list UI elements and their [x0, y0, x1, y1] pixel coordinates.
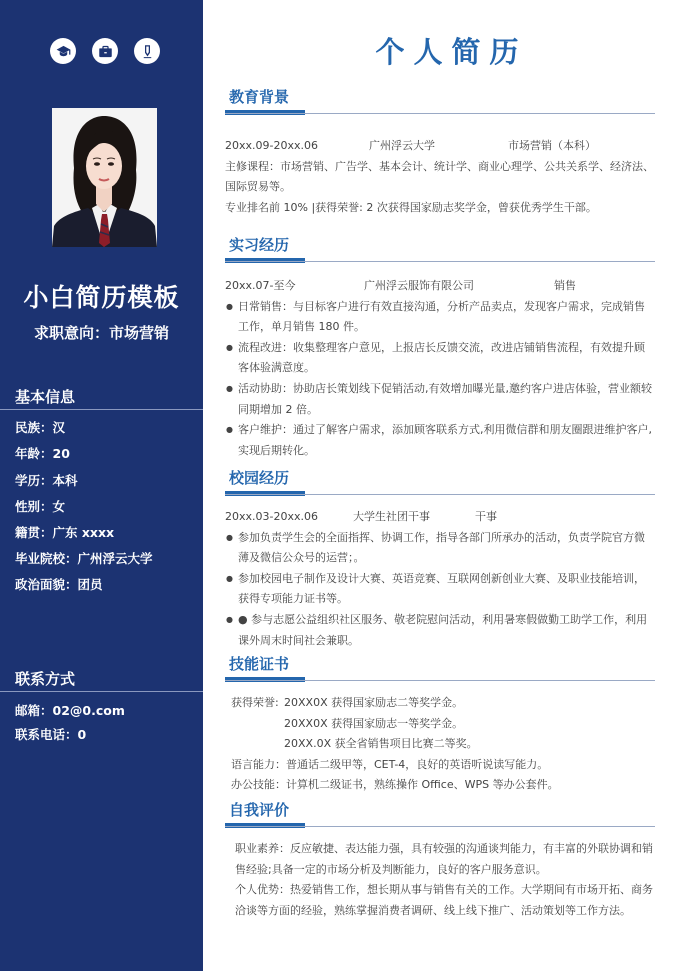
- contact-divider: [0, 691, 203, 692]
- education-heading: 教育背景: [229, 88, 290, 106]
- list-item: ● 参加校园电子制作及设计大赛、英语竞赛、互联网创新创业大赛、及职业技能培训，获得专项能力证书等。: [225, 569, 655, 610]
- office-skill: 办公技能：计算机二级证书，熟练操作 Office、WPS 等办公套件。: [231, 778, 559, 792]
- education-major: 市场营销（本科）: [508, 139, 596, 152]
- campus-org: 大学生社团干事: [353, 510, 430, 523]
- education-section: [225, 86, 655, 218]
- section-underline: [225, 823, 655, 829]
- briefcase-icon: [92, 38, 118, 64]
- language-skill: 语言能力：普通话二级甲等，CET-4，良好的英语听说读写能力。: [231, 757, 549, 771]
- honor-row: [231, 693, 655, 714]
- list-item: ● 参加负责学生会的全面指挥、协调工作，指导各部门所承办的活动，负责学院官方微薄及微信公众号的运营；。: [225, 528, 655, 569]
- page-title: 个人简历: [375, 35, 528, 69]
- info-ethnicity: 民族：汉: [15, 420, 66, 435]
- section-underline: [225, 110, 655, 116]
- section-underline: [225, 491, 655, 497]
- basic-info-divider: [0, 409, 203, 410]
- top-icons: [50, 38, 160, 64]
- list-item: ● 活动协助：协助店长策划线下促销活动,有效增加曝光量,邀约客户进店体验，营业额较同期增加 2 倍。: [225, 379, 655, 420]
- pen-icon: [134, 38, 160, 64]
- contact-title: 联系方式: [15, 670, 76, 688]
- campus-date: 20xx.03-20xx.06: [225, 510, 318, 523]
- self-eval-professional: 职业素养：反应敏捷、表达能力强，具有较强的沟通谈判能力，有丰富的外联协调和销售经验;具备一定的市场分析及判断能力，良好的客户服务意识。: [235, 842, 653, 876]
- education-date: 20xx.09-20xx.06: [225, 139, 318, 152]
- info-education: 学历：本科: [15, 473, 78, 488]
- internship-date: 20xx.07-至今: [225, 279, 296, 292]
- honor-item: 20XX0X 获得国家励志一等奖学金。: [284, 716, 464, 730]
- section-underline: [225, 677, 655, 683]
- contact-email: 邮箱：02@0.com: [15, 703, 125, 718]
- education-courses: 主修课程：市场营销、广告学、基本会计、统计学、商业心理学、公共关系学、经济法、国际贸易等。: [225, 159, 654, 194]
- sidebar: [0, 0, 203, 971]
- list-item: ● 流程改进：收集整理客户意见，上报店长反馈交流，改进店铺销售流程，有效提升顾客体验满意度。: [225, 338, 655, 379]
- section-underline: [225, 258, 655, 264]
- honor-item: 20XX.0X 获全省销售项目比赛二等奖。: [284, 737, 478, 751]
- campus-section: [225, 467, 655, 651]
- self-eval-heading: 自我评价: [229, 801, 290, 819]
- graduation-cap-icon: [50, 38, 76, 64]
- campus-heading: 校园经历: [229, 469, 290, 487]
- honor-item: 20XX0X 获得国家励志二等奖学金。: [284, 696, 464, 709]
- main-content: [203, 0, 691, 971]
- job-intent: 求职意向：市场营销: [33, 324, 169, 342]
- candidate-name: 小白简历模板: [23, 283, 180, 312]
- contact-phone: 联系电话：0: [15, 727, 87, 742]
- info-age: 年龄：20: [15, 446, 70, 461]
- internship-section: [225, 234, 655, 461]
- self-eval-section: [225, 799, 655, 921]
- list-item: ● ● 参与志愿公益组织社区服务、敬老院慰问活动，利用暑寒假做勤工助学工作，利用课外周末时间社会兼职。: [225, 610, 655, 651]
- skills-section: [225, 653, 655, 796]
- campus-role: 干事: [475, 510, 497, 523]
- basic-info-title: 基本信息: [15, 388, 76, 406]
- internship-heading: 实习经历: [229, 236, 290, 254]
- education-school: 广州浮云大学: [369, 139, 435, 152]
- campus-row: [225, 507, 655, 528]
- info-school: 毕业院校：广州浮云大学: [15, 551, 153, 566]
- internship-company: 广州浮云服饰有限公司: [364, 279, 474, 292]
- info-hometown: 籍贯：广东 xxxx: [15, 525, 115, 540]
- info-gender: 性别：女: [15, 499, 66, 514]
- internship-role: 销售: [554, 279, 576, 292]
- internship-row: [225, 276, 655, 297]
- info-political: 政治面貌：团员: [15, 577, 103, 592]
- list-item: ● 日常销售：与目标客户进行有效直接沟通，分析产品卖点，发现客户需求，完成销售工作，单月销售 180 件。: [225, 297, 655, 338]
- skills-heading: 技能证书: [229, 655, 290, 673]
- self-eval-strengths: 个人优势：热爱销售工作，想长期从事与销售有关的工作。大学期间有市场开拓、商务洽谈等方面的经验，熟练掌握消费者调研、线上线下推广、活动策划等工作方法。: [235, 883, 653, 917]
- education-rank: 专业排名前 10% |获得荣誉: 2 次获得国家励志奖学金，曾获优秀学生干部。: [225, 200, 597, 214]
- education-row: [225, 136, 655, 157]
- list-item: ● 客户维护：通过了解客户需求，添加顾客联系方式,利用微信群和朋友圈跟进维护客户,实现后期转化。: [225, 420, 655, 461]
- profile-photo: [52, 108, 157, 247]
- honor-label: 获得荣誉:: [231, 696, 279, 709]
